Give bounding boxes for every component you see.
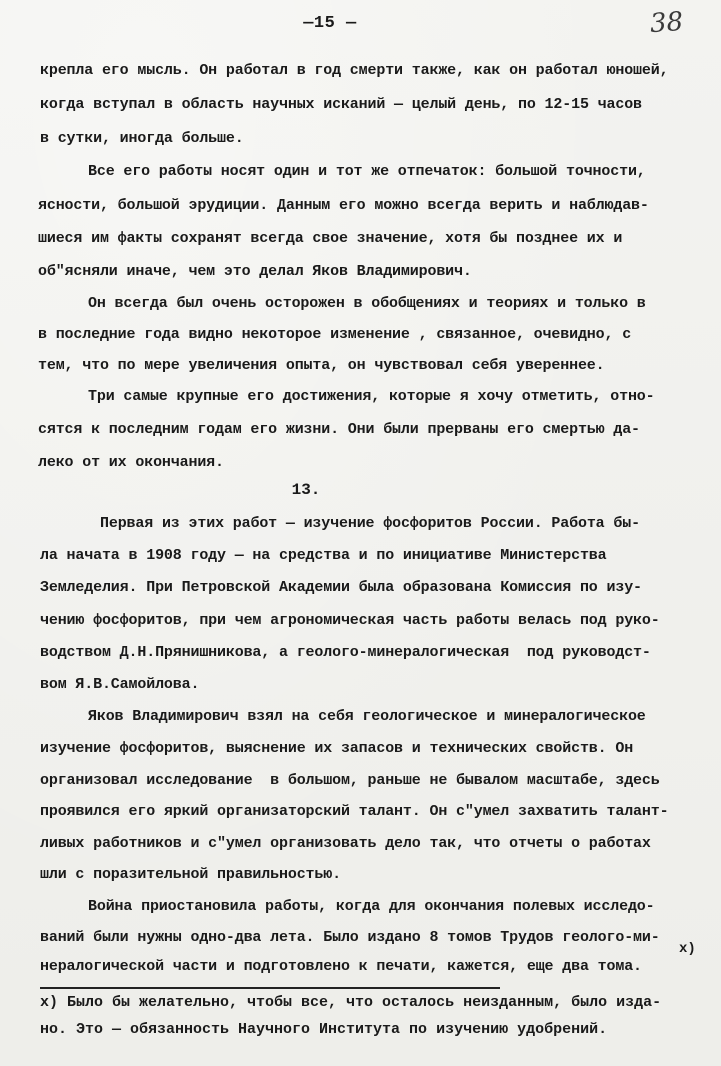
text-line: ваний были нужны одно-два лета. Было издано 8 томов Трудов геолого-ми- (40, 929, 660, 946)
text-line: Он всегда был очень осторожен в обобщениях и теориях и только в (88, 295, 646, 312)
text-line: в сутки, иногда больше. (40, 130, 244, 147)
text-line: в последние года видно некоторое изменение , связанное, очевидно, с (38, 326, 632, 343)
text-line: крепла его мысль. Он работал в год смерти также, как он работал юношей, (40, 62, 669, 79)
text-line: сятся к последним годам его жизни. Они были прерваны его смертью да- (38, 421, 640, 438)
text-line: организовал исследование в большом, раньше не бывалом масштабе, здесь (40, 772, 660, 789)
footnote-marker: x) (679, 941, 696, 957)
footnote-divider (40, 987, 500, 989)
text-line: тем, что по мере увеличения опыта, он чувствовал себя увереннее. (38, 357, 605, 374)
page-number: —15 — (303, 14, 357, 33)
text-line: Яков Владимирович взял на себя геологическое и минералогическое (88, 708, 646, 725)
text-line: ливых работников и с"умел организовать дело так, что отчеты о работах (40, 835, 651, 852)
text-line: проявился его яркий организаторский талант. Он с"умел захватить талант- (40, 803, 669, 820)
text-line: водством Д.Н.Прянишникова, а геолого-минералогическая под руководст- (40, 644, 651, 661)
text-line: нералогической части и подготовлено к печати, кажется, еще два тома. (40, 958, 642, 975)
text-line: изучение фосфоритов, выяснение их запасов и технических свойств. Он (40, 740, 634, 757)
text-line: ясности, большой эрудиции. Данным его можно всегда верить и наблюдав- (38, 197, 649, 214)
text-line: чению фосфоритов, при чем агрономическая часть работы велась под руко- (40, 612, 660, 629)
text-line: Три самые крупные его достижения, которые я хочу отметить, отно- (88, 388, 655, 405)
footnote-line: но. Это — обязанность Научного Института по изучению удобрений. (40, 1021, 608, 1038)
text-line: об"ясняли иначе, чем это делал Яков Владимирович. (38, 263, 472, 280)
text-line: леко от их окончания. (38, 454, 224, 471)
section-number: 13. (291, 481, 321, 499)
text-line: Земледелия. При Петровской Академии была образована Комиссия по изу- (40, 579, 642, 596)
text-line: Первая из этих работ — изучение фосфоритов России. Работа бы- (100, 515, 640, 532)
text-line: шли с поразительной правильностью. (40, 866, 341, 883)
text-line: когда вступал в область научных исканий — целый день, по 12-15 часов (40, 96, 642, 113)
text-line: вом Я.В.Самойлова. (40, 676, 200, 693)
text-line: шиеся им факты сохранят всегда свое значение, хотя бы позднее их и (38, 230, 623, 247)
footnote-line: x) Было бы желательно, чтобы все, что осталось неизданным, было изда- (40, 994, 662, 1011)
text-line: Все его работы носят один и тот же отпечаток: большой точности, (88, 163, 646, 180)
handwritten-archive-number: 38 (648, 6, 685, 40)
text-line: ла начата в 1908 году — на средства и по инициативе Министерства (40, 547, 607, 564)
text-line: Война приостановила работы, когда для окончания полевых исследо- (88, 898, 655, 915)
